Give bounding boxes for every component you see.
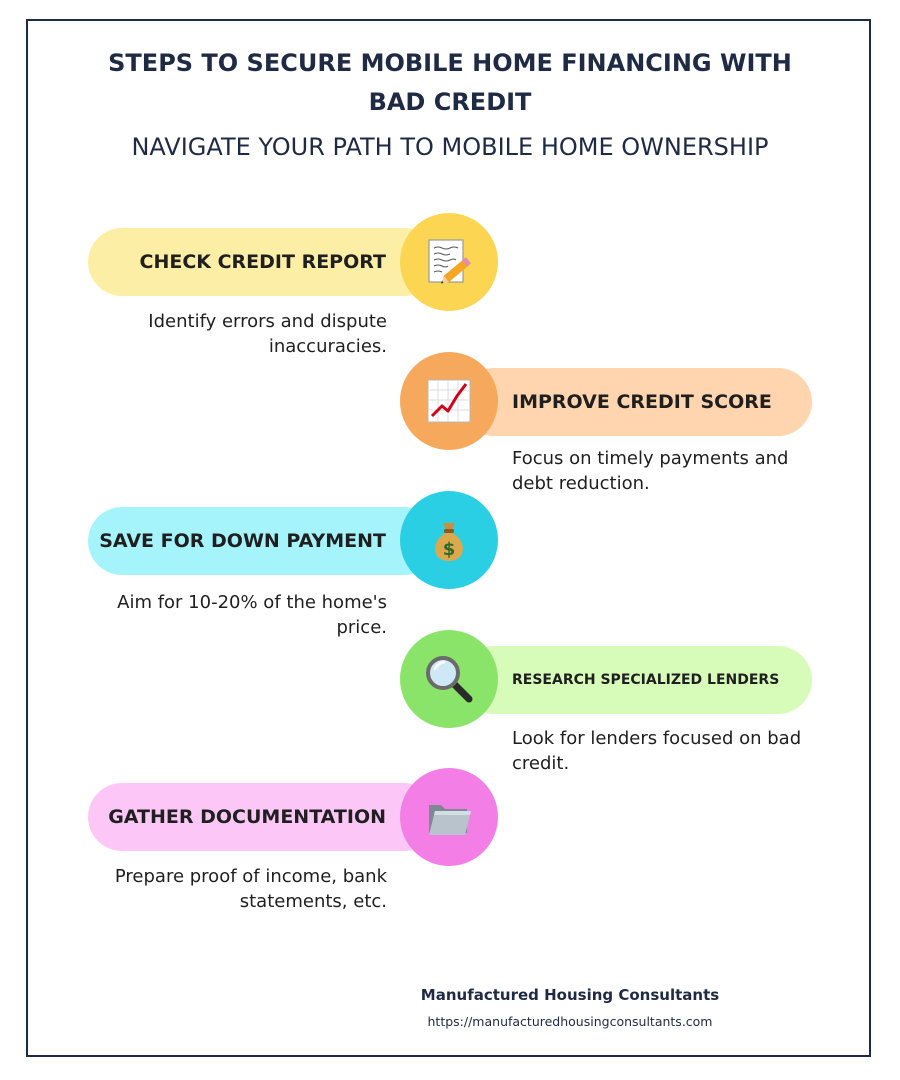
step-label: GATHER DOCUMENTATION (108, 806, 386, 828)
step-icon-circle (400, 352, 498, 450)
step-description: Identify errors and dispute inaccuracies. (148, 311, 387, 357)
step-icon-circle (400, 768, 498, 866)
page-title: STEPS TO SECURE MOBILE HOME FINANCING WITH BAD CREDIT (108, 49, 792, 116)
folder-icon (423, 791, 475, 843)
money-bag-icon (424, 515, 474, 565)
step-description: Prepare proof of income, bank statements, etc. (114, 866, 387, 912)
step-description: Look for lenders focused on bad credit. (512, 728, 802, 774)
footer-url[interactable]: https://manufacturedhousingconsultants.com (427, 1014, 713, 1029)
page-subtitle: NAVIGATE YOUR PATH TO MOBILE HOME OWNERSHIP (131, 133, 769, 161)
step-description: Focus on timely payments and debt reduction. (512, 448, 789, 494)
footer-company-name: Manufactured Housing Consultants (420, 986, 720, 1004)
chart-increasing-icon (424, 376, 474, 426)
step-pill (460, 646, 812, 714)
step-label: RESEARCH SPECIALIZED LENDERS (512, 672, 780, 688)
memo-pencil-icon (423, 236, 475, 288)
step-label: SAVE FOR DOWN PAYMENT (99, 530, 386, 552)
step-pill (460, 368, 812, 436)
step-description: Aim for 10-20% of the home's price. (117, 592, 387, 638)
step-icon-circle (400, 213, 498, 311)
svg-text:$: $ (442, 539, 456, 560)
magnifying-glass-icon (423, 653, 475, 705)
step-pill (88, 783, 438, 851)
step-pill (88, 507, 438, 575)
step-icon-circle (400, 491, 498, 589)
step-icon-circle (400, 630, 498, 728)
step-label: CHECK CREDIT REPORT (139, 251, 386, 273)
step-label: IMPROVE CREDIT SCORE (512, 391, 772, 413)
step-pill (88, 228, 438, 296)
